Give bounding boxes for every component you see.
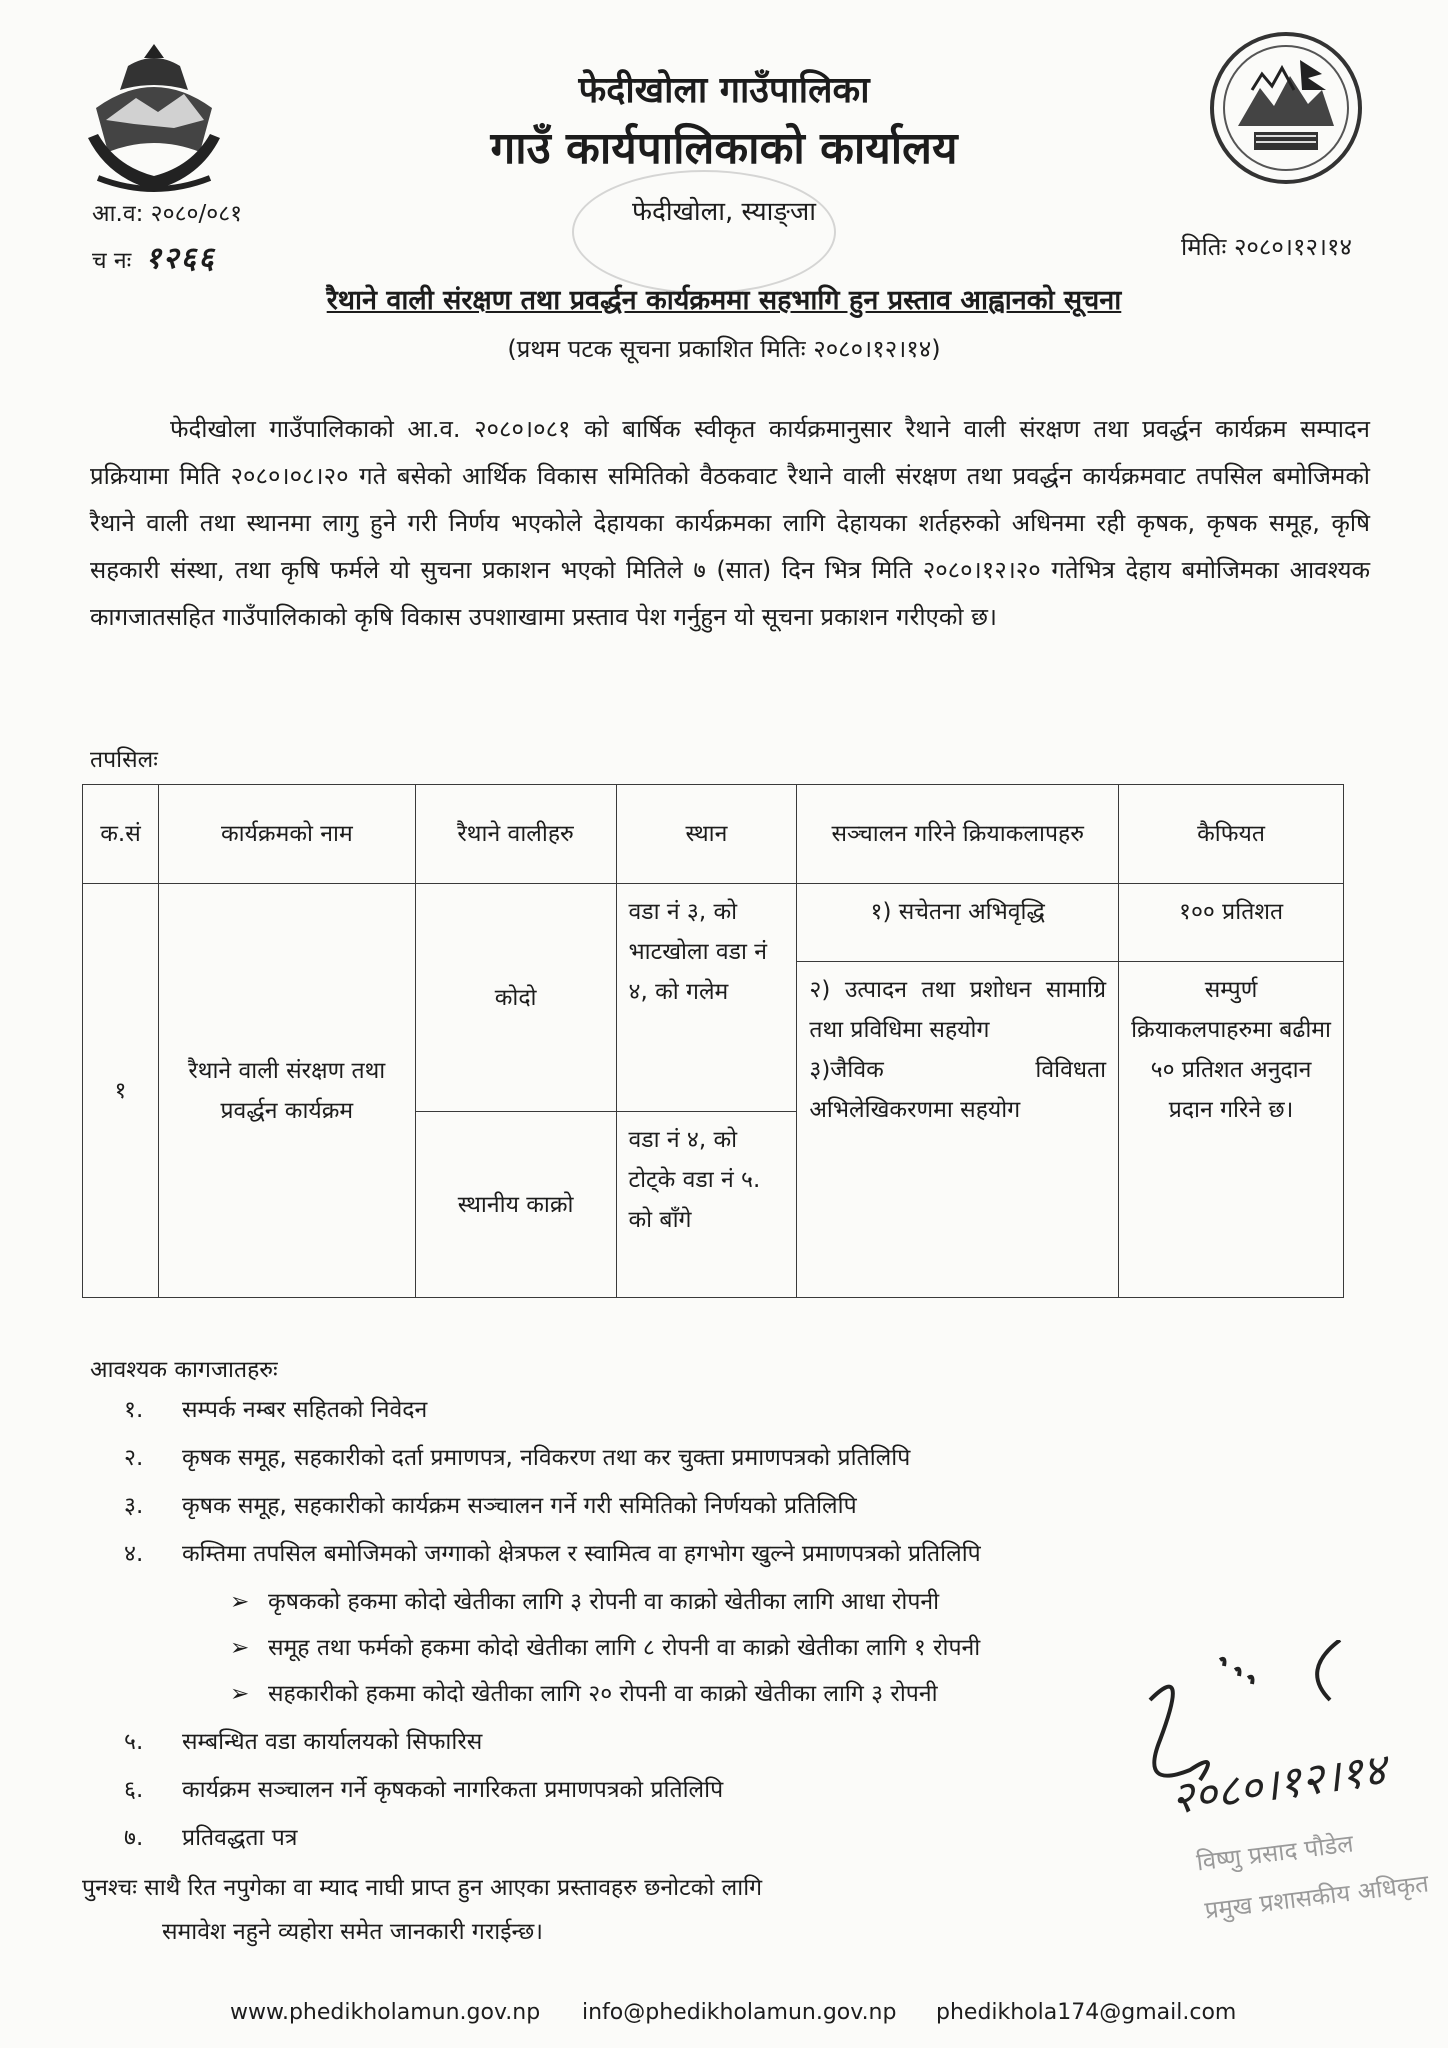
notice-subtitle: (प्रथम पटक सूचना प्रकाशित मितिः २०८०।१२।१४) xyxy=(507,335,941,363)
header-activities: सञ्चालन गरिने क्रियाकलापहरु xyxy=(797,785,1119,884)
fiscal-year: आ.व: २०८०/०८१ xyxy=(92,201,243,227)
office-address: फेदीखोला, स्याङ्जा xyxy=(632,197,816,227)
list-item: ३. कृषक समूह, सहकारीको कार्यक्रम सञ्चालन गर्ने गरी समितिको निर्णयको प्रतिलिपि xyxy=(124,1493,857,1519)
municipality-logo-icon xyxy=(1208,30,1364,186)
documents-heading: आवश्यक कागजातहरुः xyxy=(90,1357,278,1383)
arrow-bullet-icon: ➢ xyxy=(230,1635,250,1661)
signature-date: २०८०।१२।१४ xyxy=(1167,1744,1390,1825)
list-item: ➢ कृषकको हकमा कोदो खेतीका लागि ३ रोपनी वा काक्रो खेतीका लागि आधा रोपनी xyxy=(230,1582,1330,1628)
cell-crop-1: कोदो xyxy=(415,884,616,1112)
table-header-row xyxy=(83,785,1344,884)
cell-activity-1: १) सचेतना अभिवृद्धि xyxy=(797,884,1119,962)
office-name: गाउँ कार्यपालिकाको कार्यालय xyxy=(490,123,958,174)
header-remarks: कैफियत xyxy=(1119,785,1344,884)
list-item: ➢ सहकारीको हकमा कोदो खेतीका लागि २० रोपनी वा काक्रो खेतीका लागि ३ रोपनी xyxy=(230,1674,1330,1720)
notice-body: फेदीखोला गाउँपालिकाको आ.व. २०८०।०८१ को बार्षिक स्वीकृत कार्यक्रमानुसार रैथाने वाली संरक्षण तथा प्रवर्द्धन कार्यक्रम सम्पादन प्रक्रियामा मिति २०८०।०८।२० गते बसेको आर्थिक विकास समितिको वैठकवाट रैथाने वाली संरक्षण तथा प्रवर्द्धन कार्यक्रमवाट तपसिल बमोजिमको रैथाने वाली तथा स्थानमा लागु हुने गरी निर्णय भएकोले देहायका कार्यक्रमका लागि देहायका शर्तहरुको अधिनमा रही कृषक, कृषक समूह, कृषि सहकारी संस्था, तथा कृषि फर्मले यो सुचना प्रकाशन भएको मितिले ७ (सात) दिन भित्र मिति २०८०।१२।२० गतेभित्र देहाय बमोजिमका आवश्यक कागजातसहित गाउँपालिकाको कृषि विकास उपशाखामा प्रस्ताव पेश गर्नुहुन यो सूचना प्रकाशन गरीएको छ। xyxy=(90,415,1370,631)
signatory-designation: प्रमुख प्रशासकीय अधिकृत xyxy=(1203,1869,1431,1925)
footer-email: info@phedikholamun.gov.np xyxy=(582,2000,897,2025)
list-item: १. सम्पर्क नम्बर सहितको निवेदन xyxy=(124,1397,428,1423)
header-crops: रैथाने वालीहरु xyxy=(415,785,616,884)
list-item: ५. सम्बन्धित वडा कार्यालयको सिफारिस xyxy=(124,1729,483,1755)
list-item: ४. कम्तिमा तपसिल बमोजिमको जग्गाको क्षेत्रफल र स्वामित्व वा हगभोग खुल्ने प्रमाणपत्रको प्रतिलिपि xyxy=(124,1541,981,1567)
details-label: तपसिलः xyxy=(90,747,158,773)
cell-sn: १ xyxy=(83,884,159,1298)
list-item: ७. प्रतिवद्धता पत्र xyxy=(124,1825,298,1851)
arrow-bullet-icon: ➢ xyxy=(230,1589,250,1615)
cell-activities-2-3 xyxy=(797,962,1119,1298)
cell-program: रैथाने वाली संरक्षण तथा प्रवर्द्धन कार्यक्रम xyxy=(158,884,415,1298)
office-seal-stamp xyxy=(572,170,836,294)
reference-label: च नः xyxy=(92,248,132,274)
cell-place-1: वडा नं ३, को भाटखोला वडा नं ४, को गलेम xyxy=(616,884,797,1112)
header-sn: क.सं xyxy=(83,785,159,884)
activity-3: ३)जैविक विविधता अभिलेखिकरणमा सहयोग xyxy=(809,1057,1107,1123)
list-item: २. कृषक समूह, सहकारीको दर्ता प्रमाणपत्र, नविकरण तथा कर चुक्ता प्रमाणपत्रको प्रतिलिपि xyxy=(124,1445,911,1471)
activity-2: २) उत्पादन तथा प्रशोधन सामाग्रि तथा प्रविधिमा सहयोग xyxy=(809,977,1107,1043)
signatory-name: विष्णु प्रसाद पौडेल xyxy=(1194,1829,1355,1877)
footer-website: www.phedikholamun.gov.np xyxy=(230,2000,541,2025)
cell-place-2: वडा नं ४, को टोट्के वडा नं ५. को बाँगे xyxy=(616,1112,797,1298)
notice-title: रैथाने वाली संरक्षण तथा प्रवर्द्धन कार्यक्रममा सहभागि हुन प्रस्ताव आह्वानको सूचना xyxy=(326,285,1122,316)
list-item: ६. कार्यक्रम सञ्चालन गर्ने कृषकको नागरिकता प्रमाणपत्रको प्रतिलिपि xyxy=(124,1777,724,1803)
header-place: स्थान xyxy=(616,785,797,884)
program-table xyxy=(82,784,1344,1298)
nepal-emblem-icon xyxy=(78,38,230,200)
organization-name: फेदीखोला गाउँपालिका xyxy=(578,70,870,111)
table-row xyxy=(83,884,1344,962)
cell-remark-2: सम्पुर्ण क्रियाकलपाहरुमा बढीमा ५० प्रतिशत अनुदान प्रदान गरिने छ। xyxy=(1119,962,1344,1298)
documents-list xyxy=(124,1390,1324,1582)
postscript xyxy=(82,1866,1082,1954)
cell-remark-1: १०० प्रतिशत xyxy=(1119,884,1344,962)
reference-value: १२६६ xyxy=(145,241,216,276)
postscript-line-1: पुनश्चः साथै रित नपुगेका वा म्याद नाघी प्राप्त हुन आएका प्रस्तावहरु छनोटको लागि xyxy=(82,1875,763,1901)
cell-crop-2: स्थानीय काक्रो xyxy=(415,1112,616,1298)
postscript-line-2: समावेश नहुने व्यहोरा समेत जानकारी गराईन्छ। xyxy=(162,1919,543,1945)
footer-gmail: phedikhola174@gmail.com xyxy=(936,2000,1237,2025)
arrow-bullet-icon: ➢ xyxy=(230,1681,250,1707)
reference-number xyxy=(92,236,216,277)
issue-date: मितिः २०८०।१२।१४ xyxy=(1181,233,1352,261)
header-program: कार्यक्रमको नाम xyxy=(158,785,415,884)
list-item: ➢ समूह तथा फर्मको हकमा कोदो खेतीका लागि ८ रोपनी वा काक्रो खेतीका लागि १ रोपनी xyxy=(230,1628,1330,1674)
